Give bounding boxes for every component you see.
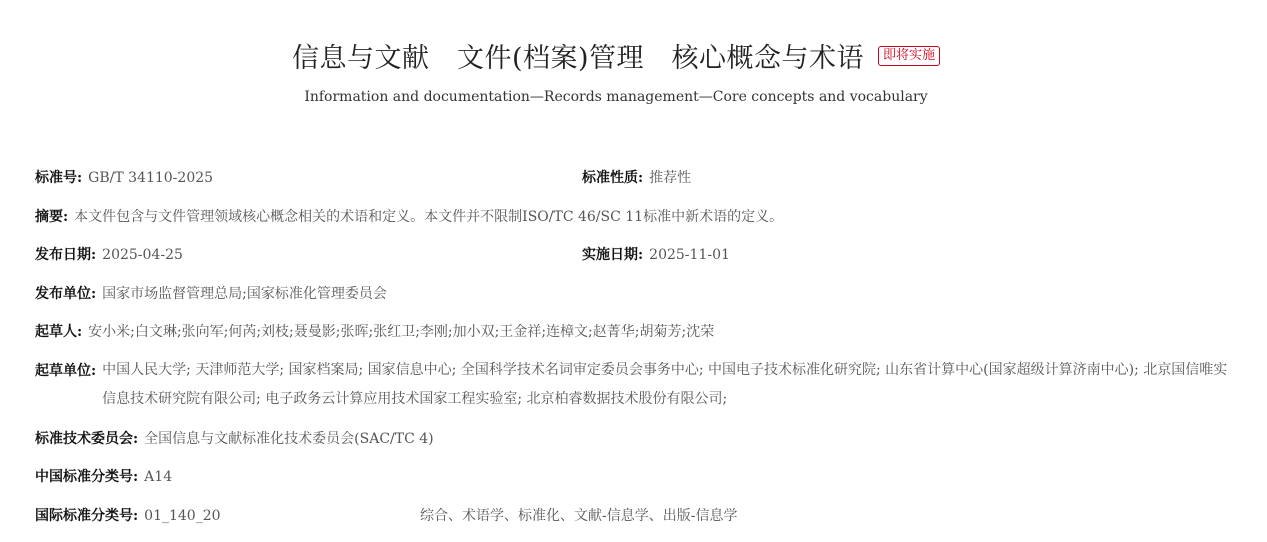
standard-number-field [35, 166, 213, 190]
committee-label: 标准技术委员会: [35, 427, 138, 451]
drafters-field [35, 320, 714, 344]
ccs-field [35, 465, 172, 489]
drafters-value: 安小米;白文琳;张向军;何芮;刘枝;聂曼影;张晖;张红卫;李刚;加小双;王金祥;连樟文;赵菁华;胡菊芳;沈荣 [88, 320, 714, 344]
ics-field [35, 504, 221, 528]
standard-number-value: GB/T 34110-2025 [88, 166, 213, 190]
standard-nature-field [582, 166, 691, 190]
row-drafting-units [35, 359, 1235, 427]
standard-nature-value: 推荐性 [649, 166, 691, 190]
drafters-label: 起草人: [35, 320, 82, 344]
ics-description: 综合、术语学、标准化、文献-信息学、出版-信息学 [420, 504, 737, 528]
standard-details [35, 166, 1235, 542]
publisher-label: 发布单位: [35, 282, 96, 306]
publish-date-label: 发布日期: [35, 243, 96, 267]
english-title: Information and documentation—Records management—Core concepts and vocabulary [0, 89, 1232, 105]
page-title: 信息与文献 文件(档案)管理 核心概念与术语 [292, 36, 864, 75]
implement-date-field [582, 243, 730, 267]
abstract-value: 本文件包含与文件管理领域核心概念相关的术语和定义。本文件并不限制ISO/TC 46/SC 11标准中新术语的定义。 [74, 205, 783, 229]
row-ics [35, 504, 1235, 542]
publish-date-field [35, 243, 183, 267]
standard-nature-label: 标准性质: [582, 166, 643, 190]
implement-date-value: 2025-11-01 [649, 243, 730, 267]
row-ccs [35, 465, 1235, 504]
ics-label: 国际标准分类号: [35, 504, 138, 528]
publisher-field [35, 282, 387, 306]
publish-date-value: 2025-04-25 [102, 243, 183, 267]
ccs-value: A14 [144, 465, 172, 489]
abstract-field [35, 205, 783, 229]
standard-number-label: 标准号: [35, 166, 82, 190]
committee-value: 全国信息与文献标准化技术委员会(SAC/TC 4) [144, 427, 433, 451]
row-standard-no-nature [35, 166, 1235, 205]
implement-date-label: 实施日期: [582, 243, 643, 267]
drafting-units-value: 中国人民大学; 天津师范大学; 国家档案局; 国家信息中心; 全国科学技术名词审定委员会事务中心; 中国电子技术标准化研究院; 山东省计算中心(国家超级计算济南中心); 北京国信唯实信息技术研究院有限公司; 电子政务云计算应用技术国家工程实验室; 北京柏睿数据技术股份有限公司; [102, 356, 1235, 414]
row-publisher [35, 282, 1235, 321]
status-badge: 即将实施 [878, 46, 940, 66]
ccs-label: 中国标准分类号: [35, 465, 138, 489]
ics-value: 01_140_20 [144, 504, 220, 528]
title-row [0, 36, 1232, 75]
row-committee [35, 427, 1235, 466]
drafting-units-field [35, 359, 1235, 415]
publisher-value: 国家市场监督管理总局;国家标准化管理委员会 [102, 282, 387, 306]
row-abstract [35, 205, 1235, 244]
committee-field [35, 427, 434, 451]
drafting-units-label: 起草单位: [35, 359, 96, 415]
abstract-label: 摘要: [35, 205, 68, 229]
row-drafters [35, 320, 1235, 359]
row-dates [35, 243, 1235, 282]
standard-header [0, 36, 1232, 105]
